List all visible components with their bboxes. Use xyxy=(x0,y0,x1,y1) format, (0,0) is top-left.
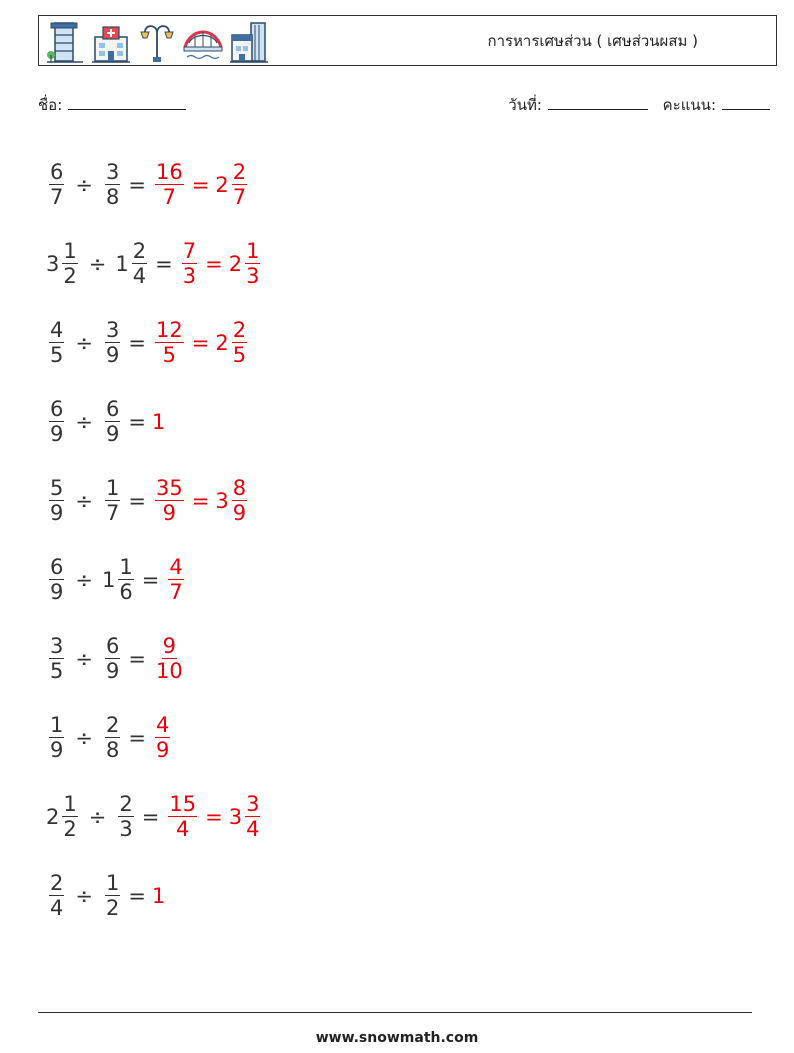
divisor-whole: 1 xyxy=(101,567,116,592)
answer-equals-sign: = xyxy=(191,330,210,355)
dividend-denominator: 5 xyxy=(50,659,64,683)
dividend-numerator: 4 xyxy=(50,317,64,342)
divide-sign: ÷ xyxy=(88,251,107,276)
answer-improper-numerator: 12 xyxy=(155,317,183,342)
equals-sign: = xyxy=(128,172,146,197)
answer-mixed-numerator: 2 xyxy=(232,159,247,184)
equals-sign: = xyxy=(128,646,146,671)
dividend-fraction xyxy=(49,160,64,209)
answer-mixed-fraction xyxy=(245,792,260,841)
problem-row xyxy=(46,856,262,935)
dividend-fraction xyxy=(49,555,64,604)
answer-improper-numerator: 35 xyxy=(155,475,183,500)
dividend-denominator: 4 xyxy=(50,896,64,920)
divisor-fraction xyxy=(105,318,120,367)
answer-improper-denominator: 3 xyxy=(182,264,197,288)
answer-mixed xyxy=(215,318,249,367)
answer-improper-denominator: 5 xyxy=(162,343,177,367)
score-blank[interactable] xyxy=(722,95,770,110)
answer-improper-fraction xyxy=(168,792,197,841)
answer xyxy=(152,476,249,525)
date-score-fields xyxy=(508,93,770,117)
name-label: ชื่อ: xyxy=(38,96,63,114)
name-field xyxy=(38,93,186,117)
divisor-fraction xyxy=(105,160,120,209)
dividend-numerator: 6 xyxy=(50,159,64,184)
answer-improper-denominator: 10 xyxy=(155,659,183,683)
dividend-fraction xyxy=(49,397,64,446)
date-blank[interactable] xyxy=(548,95,648,110)
divide-sign: ÷ xyxy=(75,646,93,671)
answer-improper-fraction xyxy=(155,160,184,209)
equals-sign: = xyxy=(128,330,146,355)
answer-mixed-whole: 3 xyxy=(215,488,229,513)
answer-improper-numerator: 9 xyxy=(162,633,177,658)
divisor-numerator: 1 xyxy=(105,870,120,895)
answer-improper-numerator: 16 xyxy=(155,159,183,184)
date-label: วันที่: xyxy=(508,96,542,114)
divisor-denominator: 8 xyxy=(105,185,120,209)
answer-improper-denominator: 9 xyxy=(162,501,177,525)
answer-improper xyxy=(152,160,186,209)
divisor-numerator: 1 xyxy=(105,475,120,500)
dividend xyxy=(46,476,66,525)
divisor-denominator: 2 xyxy=(105,896,120,920)
dividend-fraction xyxy=(49,871,64,920)
answer-mixed xyxy=(229,792,263,841)
dividend xyxy=(46,239,80,288)
divisor-denominator: 6 xyxy=(119,580,133,604)
divisor-whole: 1 xyxy=(115,251,129,276)
equals-sign: = xyxy=(155,251,173,276)
divide-sign: ÷ xyxy=(75,488,93,513)
dividend xyxy=(46,792,80,841)
answer-equals-sign: = xyxy=(191,488,210,513)
answer xyxy=(152,634,186,683)
divisor xyxy=(102,713,122,762)
dividend-fraction xyxy=(49,634,64,683)
answer-improper-denominator: 7 xyxy=(169,580,183,604)
answer-mixed-fraction xyxy=(232,476,247,525)
dividend xyxy=(46,871,66,920)
problem-row xyxy=(46,224,262,303)
answer-mixed-whole: 3 xyxy=(228,804,243,829)
problem-row xyxy=(46,382,262,461)
answer-mixed-numerator: 3 xyxy=(246,791,260,816)
answer-mixed-denominator: 7 xyxy=(232,185,247,209)
bridge-icon xyxy=(183,19,223,63)
problem-row xyxy=(46,145,262,224)
dividend xyxy=(46,713,66,762)
answer-mixed xyxy=(215,160,249,209)
dividend-denominator: 9 xyxy=(50,738,64,762)
answer-mixed-denominator: 9 xyxy=(232,501,247,525)
divisor-numerator: 3 xyxy=(105,159,120,184)
answer xyxy=(152,884,166,908)
answer-improper-fraction xyxy=(168,555,183,604)
answer-improper-numerator: 7 xyxy=(182,238,197,263)
answer-improper xyxy=(152,476,186,525)
dividend-numerator: 1 xyxy=(63,238,77,263)
divisor xyxy=(115,792,135,841)
divisor-fraction xyxy=(105,871,120,920)
problem-row xyxy=(46,619,262,698)
equals-sign: = xyxy=(128,409,146,434)
equals-sign: = xyxy=(141,804,160,829)
answer xyxy=(165,792,262,841)
divisor xyxy=(102,397,122,446)
answer-improper-fraction xyxy=(155,634,184,683)
divisor-fraction xyxy=(105,634,120,683)
divisor-fraction xyxy=(118,555,133,604)
answer-mixed-numerator: 2 xyxy=(232,317,247,342)
worksheet-header xyxy=(38,15,777,66)
divide-sign: ÷ xyxy=(75,725,93,750)
dividend xyxy=(46,160,66,209)
problem-row xyxy=(46,540,262,619)
divisor-fraction xyxy=(105,476,120,525)
divide-sign: ÷ xyxy=(75,172,93,197)
dividend-denominator: 9 xyxy=(50,580,64,604)
dividend xyxy=(46,634,66,683)
divisor-denominator: 9 xyxy=(105,422,120,446)
problem-row xyxy=(46,777,262,856)
answer-improper xyxy=(179,239,199,288)
answer xyxy=(152,318,249,367)
answer-equals-sign: = xyxy=(191,172,210,197)
divisor-denominator: 9 xyxy=(105,343,120,367)
answer-mixed-numerator: 1 xyxy=(246,238,260,263)
dividend-denominator: 9 xyxy=(50,422,64,446)
divisor-fraction xyxy=(105,397,120,446)
divisor-fraction xyxy=(118,792,133,841)
answer-improper-denominator: 4 xyxy=(176,817,190,841)
divisor-numerator: 2 xyxy=(119,791,133,816)
answer-mixed-fraction xyxy=(232,318,247,367)
dividend-fraction xyxy=(62,239,77,288)
dividend-fraction xyxy=(62,792,77,841)
office-building-icon xyxy=(45,19,85,63)
dividend-numerator: 1 xyxy=(63,791,77,816)
answer-mixed-denominator: 3 xyxy=(246,264,260,288)
divisor xyxy=(102,160,122,209)
header-icons xyxy=(45,19,269,63)
answer-equals-sign: = xyxy=(205,251,223,276)
answer-improper-fraction xyxy=(182,239,197,288)
divide-sign: ÷ xyxy=(75,883,93,908)
divisor-denominator: 9 xyxy=(105,659,120,683)
problem-row xyxy=(46,303,262,382)
divisor-denominator: 7 xyxy=(105,501,120,525)
answer-improper-fraction xyxy=(155,318,184,367)
footer-url: www.snowmath.com xyxy=(315,1030,479,1046)
answer-improper xyxy=(152,884,166,908)
dividend-numerator: 2 xyxy=(50,870,64,895)
divisor-fraction xyxy=(132,239,147,288)
dividend-whole: 3 xyxy=(46,251,60,276)
answer-mixed-numerator: 8 xyxy=(232,475,247,500)
answer-improper-denominator: 9 xyxy=(155,738,170,762)
dividend-denominator: 5 xyxy=(50,343,64,367)
divide-sign: ÷ xyxy=(75,330,93,355)
answer-improper-whole: 1 xyxy=(151,883,166,908)
divisor-numerator: 6 xyxy=(105,633,120,658)
worksheet-title: การหารเศษส่วน ( เศษส่วนผสม ) xyxy=(487,32,698,50)
answer-improper-numerator: 4 xyxy=(155,712,170,737)
divisor-denominator: 8 xyxy=(105,738,120,762)
answer-mixed-denominator: 5 xyxy=(232,343,247,367)
divisor-numerator: 2 xyxy=(132,238,147,263)
answer-mixed-fraction xyxy=(232,160,247,209)
answer-mixed-whole: 2 xyxy=(228,251,243,276)
name-blank[interactable] xyxy=(68,95,186,110)
answer-mixed-fraction xyxy=(245,239,260,288)
answer xyxy=(179,239,263,288)
divisor xyxy=(102,318,122,367)
answer-mixed-denominator: 4 xyxy=(246,817,260,841)
divisor xyxy=(102,555,136,604)
answer-improper xyxy=(152,634,186,683)
equals-sign: = xyxy=(141,567,160,592)
dividend-fraction xyxy=(49,318,64,367)
score-label: คะแนน: xyxy=(662,96,716,114)
answer-improper-denominator: 7 xyxy=(162,185,177,209)
problem-row xyxy=(46,698,262,777)
equals-sign: = xyxy=(128,883,146,908)
divide-sign: ÷ xyxy=(88,804,107,829)
divisor xyxy=(102,871,122,920)
dividend xyxy=(46,397,66,446)
store-building-icon xyxy=(229,19,269,63)
answer-mixed-whole: 2 xyxy=(215,330,229,355)
answer-improper-fraction xyxy=(155,713,170,762)
street-lamp-icon xyxy=(137,19,177,63)
divisor-fraction xyxy=(105,713,120,762)
answer-mixed xyxy=(215,476,249,525)
problem-list xyxy=(46,145,262,935)
dividend-numerator: 6 xyxy=(50,396,64,421)
answer-improper-numerator: 15 xyxy=(169,791,197,816)
answer-mixed xyxy=(229,239,263,288)
problem-row xyxy=(46,461,262,540)
answer-improper xyxy=(152,713,172,762)
answer-mixed-whole: 2 xyxy=(215,172,229,197)
answer-improper xyxy=(165,555,185,604)
dividend-denominator: 2 xyxy=(63,264,77,288)
dividend-numerator: 5 xyxy=(50,475,64,500)
dividend-fraction xyxy=(49,476,64,525)
answer-improper xyxy=(152,318,186,367)
hospital-icon xyxy=(91,19,131,63)
dividend-numerator: 3 xyxy=(50,633,64,658)
footer-divider xyxy=(38,1012,752,1013)
answer xyxy=(152,410,166,434)
dividend-numerator: 6 xyxy=(50,554,64,579)
dividend-denominator: 2 xyxy=(63,817,77,841)
answer-improper-numerator: 4 xyxy=(169,554,183,579)
dividend xyxy=(46,318,66,367)
answer xyxy=(152,713,172,762)
divisor xyxy=(115,239,149,288)
answer xyxy=(152,160,249,209)
equals-sign: = xyxy=(128,488,146,513)
divisor-denominator: 3 xyxy=(119,817,133,841)
answer-improper xyxy=(165,792,199,841)
divisor-numerator: 6 xyxy=(105,396,120,421)
dividend xyxy=(46,555,66,604)
divisor-numerator: 2 xyxy=(105,712,120,737)
divisor-numerator: 3 xyxy=(105,317,120,342)
dividend-whole: 2 xyxy=(46,804,60,829)
dividend-fraction xyxy=(49,713,64,762)
answer xyxy=(165,555,185,604)
divisor-numerator: 1 xyxy=(119,554,133,579)
divisor xyxy=(102,634,122,683)
dividend-denominator: 9 xyxy=(50,501,64,525)
divide-sign: ÷ xyxy=(75,409,93,434)
answer-improper xyxy=(152,410,166,434)
dividend-numerator: 1 xyxy=(50,712,64,737)
divisor xyxy=(102,476,122,525)
answer-equals-sign: = xyxy=(205,804,223,829)
dividend-denominator: 7 xyxy=(50,185,64,209)
divide-sign: ÷ xyxy=(75,567,93,592)
divisor-denominator: 4 xyxy=(132,264,147,288)
answer-improper-whole: 1 xyxy=(151,409,166,434)
answer-improper-fraction xyxy=(155,476,184,525)
equals-sign: = xyxy=(128,725,146,750)
